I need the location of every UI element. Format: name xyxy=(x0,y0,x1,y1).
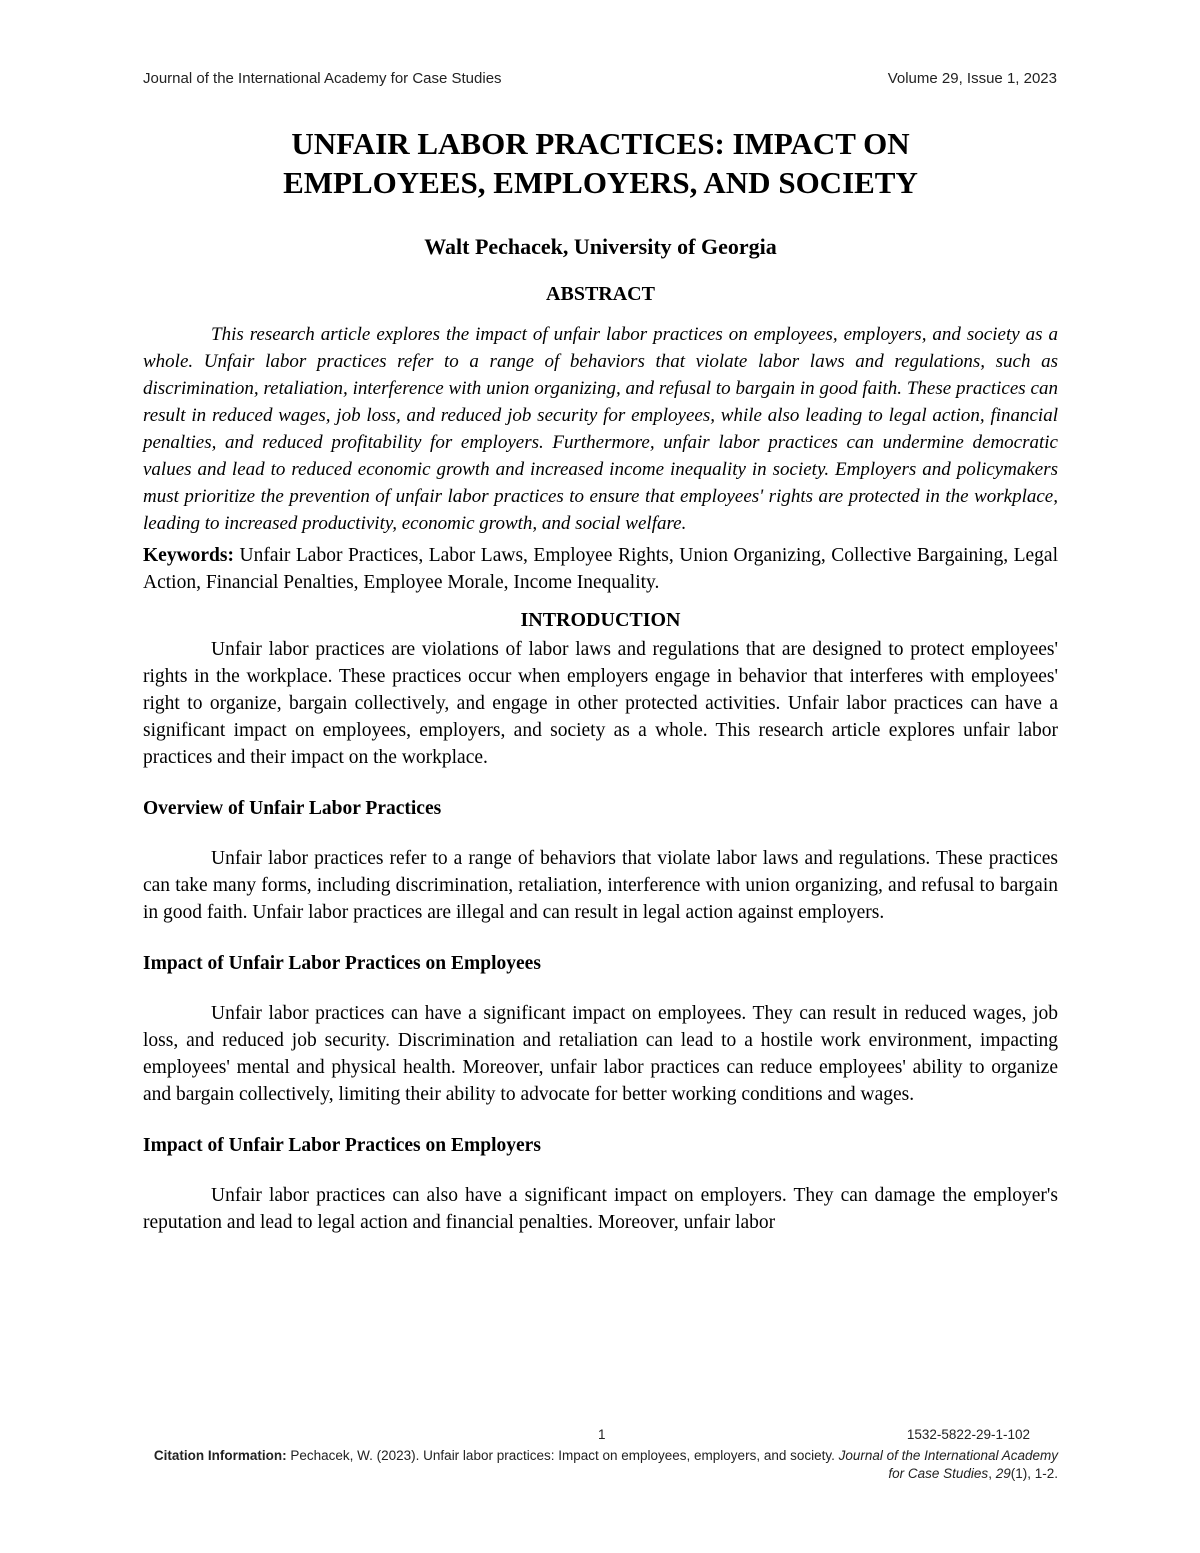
keywords xyxy=(143,542,1058,596)
introduction-heading: INTRODUCTION xyxy=(520,609,681,631)
citation-text: Pechacek, W. (2023). Unfair labor practices: Impact on employees, employers, and society. xyxy=(286,1448,839,1463)
section-text-employers: Unfair labor practices can also have a significant impact on employers. They can damage the employer's reputation and lead to legal action and financial penalties. Moreover, unfair labor xyxy=(143,1185,1058,1233)
author-line: Walt Pechacek, University of Georgia xyxy=(424,234,777,259)
section-text-employees: Unfair labor practices can have a significant impact on employees. They can result in reduced wages, job loss, and reduced job security. Discrimination and retaliation can lead to a hostile work environment, impacting employees' mental and physical health. Moreover, unfair labor practices can reduce employees' ability to organize and bargain collectively, limiting their ability to advocate for better working conditions and wages. xyxy=(143,1003,1058,1105)
section-heading-employers: Impact of Unfair Labor Practices on Employers xyxy=(143,1135,541,1156)
running-header xyxy=(143,70,1057,87)
keywords-label: Keywords: xyxy=(143,545,234,566)
introduction-text: Unfair labor practices are violations of labor laws and regulations that are designed to protect employees' rights in the workplace. These practices occur when employers engage in behavior that interferes with employees' right to organize, bargain collectively, and engage in other protected activities. Unfair labor practices can have a significant impact on employees, employers, and society as a whole. This research article explores unfair labor practices and their impact on the workplace. xyxy=(143,639,1058,768)
journal-name: Journal of the International Academy for Case Studies xyxy=(143,70,502,87)
abstract-text: This research article explores the impact of unfair labor practices on employees, employers, and society as a whole. Unfair labor practices refer to a range of behaviors that violate labor laws and regulations, such as discrimination, retaliation, interference with union organizing, and refusal to bargain in good faith. These practices can result in reduced wages, job loss, and reduced job security for employees, while also leading to legal action, financial penalties, and reduced profitability for employers. Furthermore, unfair labor practices can undermine democratic values and lead to reduced economic growth and increased income inequality in society. Employers and policymakers must prioritize the prevention of unfair labor practices to ensure that employees' rights are protected in the workplace, leading to increased productivity, economic growth, and social welfare. xyxy=(143,324,1058,534)
page-number: 1 xyxy=(598,1427,606,1442)
article-body xyxy=(143,124,1058,1236)
section-heading-overview: Overview of Unfair Labor Practices xyxy=(143,798,442,819)
citation-label: Citation Information: xyxy=(153,1448,287,1463)
citation-info xyxy=(143,1447,1058,1483)
volume-info: Volume 29, Issue 1, 2023 xyxy=(887,70,1057,87)
page-footer xyxy=(143,1427,1058,1483)
section-text-overview: Unfair labor practices refer to a range of behaviors that violate labor laws and regulations. These practices can take many forms, including discrimination, retaliation, interference with union organizing, and refusal to bargain in good faith. Unfair labor practices are illegal and can result in legal action against employers. xyxy=(143,848,1058,923)
abstract-heading: ABSTRACT xyxy=(546,283,655,305)
article-title xyxy=(143,124,1058,202)
keywords-text: Unfair Labor Practices, Labor Laws, Employee Rights, Union Organizing, Collective Bargaining, Legal Action, Financial Penalties, Employee Morale, Income Inequality. xyxy=(143,545,1058,593)
title-line-1: UNFAIR LABOR PRACTICES: IMPACT ON xyxy=(291,126,910,161)
citation-separator: , xyxy=(988,1466,996,1481)
citation-volume: 29 xyxy=(995,1466,1011,1481)
footer-row xyxy=(143,1427,1058,1447)
document-id: 1532-5822-29-1-102 xyxy=(906,1427,1030,1442)
title-line-2: EMPLOYEES, EMPLOYERS, AND SOCIETY xyxy=(283,165,918,200)
citation-journal: Journal of the International Academy for Case Studies xyxy=(838,1448,1058,1481)
section-heading-employees: Impact of Unfair Labor Practices on Employees xyxy=(143,953,541,974)
citation-end: (1), 1-2. xyxy=(1010,1466,1058,1481)
